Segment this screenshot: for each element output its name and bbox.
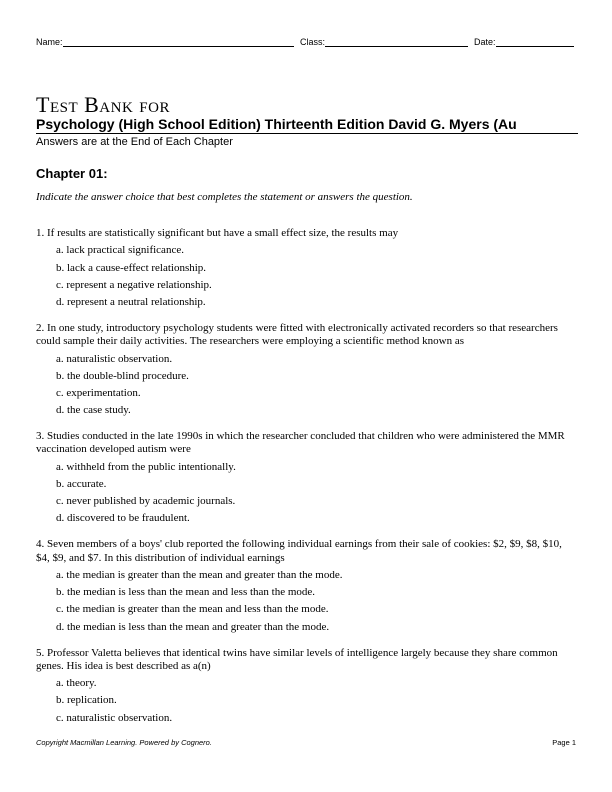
answer-option-b: b. accurate. xyxy=(56,477,107,490)
answer-option-d: d. the median is less than the mean and greater than the mode. xyxy=(56,620,330,633)
answer-option-a: a. the median is greater than the mean and greater than the mode. xyxy=(56,568,343,581)
book-title: Psychology (High School Edition) Thirteenth Edition David G. Myers (Au xyxy=(36,116,578,134)
answer-option-c: c. naturalistic observation. xyxy=(56,711,173,724)
answer-options xyxy=(36,567,576,636)
test-bank-heading: Test Bank for xyxy=(36,92,170,117)
answer-options xyxy=(36,459,576,528)
answer-option-d: d. the case study. xyxy=(56,404,131,417)
question-stem: 3. Studies conducted in the late 1990s in which the researcher concluded that children who were administered the MMR vaccination developed autism were xyxy=(36,430,565,456)
question-list xyxy=(36,227,576,738)
answer-option-a: a. naturalistic observation. xyxy=(56,352,173,365)
answer-option-a: a. withheld from the public intentionally. xyxy=(56,460,236,473)
question-2 xyxy=(36,322,576,419)
chapter-heading: Chapter 01: xyxy=(36,166,108,181)
answer-options xyxy=(36,351,576,420)
answer-option-d: d. discovered to be fraudulent. xyxy=(56,512,190,525)
question-3 xyxy=(36,430,576,527)
page-number: Page 1 xyxy=(552,738,576,747)
student-info-header xyxy=(36,36,576,50)
name-blank-line xyxy=(63,36,294,47)
question-stem: 2. In one study, introductory psychology students were fitted with electronically activated recorders so that researchers could sample their daily activities. The researchers were employing a scientific method known as xyxy=(36,321,558,348)
question-4 xyxy=(36,538,576,635)
question-stem: 5. Professor Valetta believes that identical twins have similar levels of intelligence largely because they share common genes. His idea is best described as a(n) xyxy=(36,646,558,672)
answer-option-a: a. theory. xyxy=(56,677,97,690)
answer-option-d: d. represent a neutral relationship. xyxy=(56,295,206,308)
date-label: Date: xyxy=(474,37,496,47)
answer-option-c: c. the median is greater than the mean and less than the mode. xyxy=(56,603,329,616)
answer-option-c: c. never published by academic journals. xyxy=(56,495,236,508)
answer-options xyxy=(36,675,576,727)
answer-option-b: b. the double-blind procedure. xyxy=(56,369,189,382)
date-field xyxy=(474,36,574,47)
date-blank-line xyxy=(496,36,574,47)
copyright-notice: Copyright Macmillan Learning. Powered by Cognero. xyxy=(36,738,212,747)
question-stem: 4. Seven members of a boys' club reported the following individual earnings from their sale of cookies: $2, $9, $8, $10, $4, $9, and $7. In this distribution of individual earnings xyxy=(36,538,562,564)
name-label: Name: xyxy=(36,37,63,47)
class-label: Class: xyxy=(300,37,326,47)
name-field xyxy=(36,36,294,47)
chapter-instruction: Indicate the answer choice that best completes the statement or answers the question. xyxy=(36,191,413,203)
answer-option-c: c. experimentation. xyxy=(56,386,141,399)
answer-option-b: b. replication. xyxy=(56,694,117,707)
answer-option-b: b. lack a cause-effect relationship. xyxy=(56,261,207,274)
answers-note: Answers are at the End of Each Chapter xyxy=(36,136,233,148)
class-field xyxy=(300,36,468,47)
class-blank-line xyxy=(325,36,468,47)
answer-option-a: a. lack practical significance. xyxy=(56,244,184,257)
question-1 xyxy=(36,227,576,311)
answer-options xyxy=(36,242,576,311)
question-5 xyxy=(36,647,576,727)
answer-option-c: c. represent a negative relationship. xyxy=(56,278,212,291)
question-stem: 1. If results are statistically significant but have a small effect size, the results may xyxy=(36,227,399,239)
answer-option-b: b. the median is less than the mean and less than the mode. xyxy=(56,586,316,599)
